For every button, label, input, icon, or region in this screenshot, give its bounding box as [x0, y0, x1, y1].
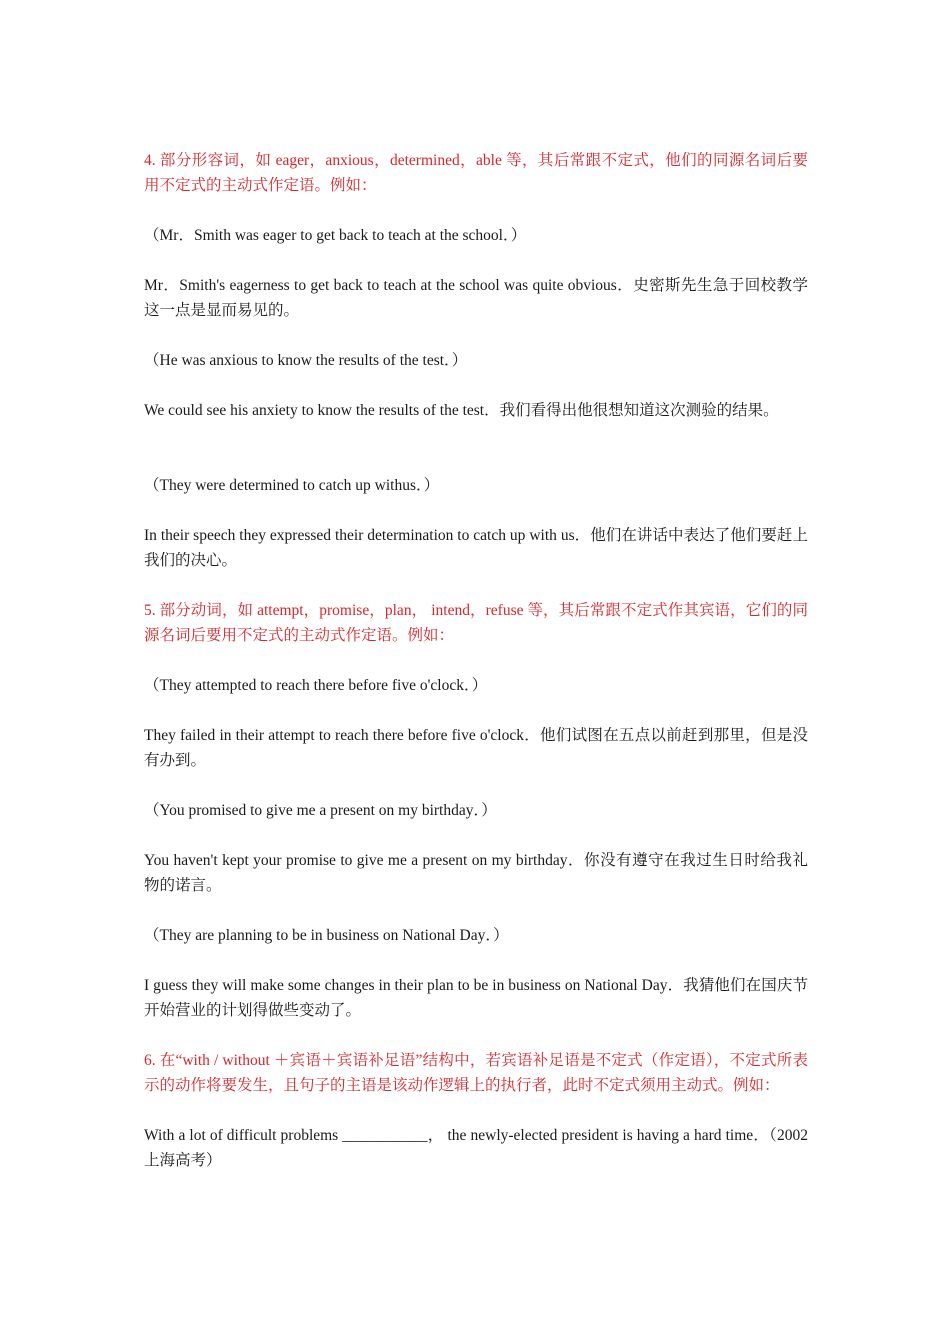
rule-6-heading: 6. 在“with / without ＋宾语＋宾语补足语”结构中，若宾语补足语是不定式（作定语），不定式所表示的动作将要发生，且句子的主语是该动作逻辑上的执行者，此时不定式须用主动式。例如：	[144, 1052, 808, 1094]
example-sentence: In their speech they expressed their determination to catch up with us．他们在讲话中表达了他们要赶上我们的决心。	[144, 527, 808, 569]
example-sentence: I guess they will make some changes in their plan to be in business on National Day．我猜他们在国庆节开始营业的计划得做些变动了。	[144, 977, 808, 1019]
example-original-sentence: （Mr．Smith was eager to get back to teach at the school．）	[144, 227, 527, 244]
example-original-sentence: （They are planning to be in business on National Day．）	[144, 927, 509, 944]
example-sentence: We could see his anxiety to know the results of the test．我们看得出他很想知道这次测验的结果。	[144, 402, 779, 419]
example-original-sentence: （You promised to give me a present on my birthday．）	[144, 802, 497, 819]
rule-5-heading: 5. 部分动词，如 attempt，promise，plan， intend，refuse 等，其后常跟不定式作其宾语，它们的同源名词后要用不定式的主动式作定语。例如：	[144, 602, 808, 644]
example-sentence: Mr．Smith's eagerness to get back to teach at the school was quite obvious．史密斯先生急于回校教学这一点是显而易见的。	[144, 277, 808, 319]
example-original-sentence: （He was anxious to know the results of the test．）	[144, 352, 468, 369]
rule-4-heading: 4. 部分形容词，如 eager，anxious，determined，able 等，其后常跟不定式，他们的同源名词后要用不定式的主动式作定语。例如：	[144, 152, 808, 194]
example-sentence: You haven't kept your promise to give me a present on my birthday．你没有遵守在我过生日时给我礼物的诺言。	[144, 852, 808, 894]
example-original-sentence: （They attempted to reach there before five o'clock．）	[144, 677, 488, 694]
document-body	[144, 148, 808, 1173]
example-original-sentence: （They were determined to catch up withus．）	[144, 477, 440, 494]
example-sentence: They failed in their attempt to reach there before five o'clock．他们试图在五点以前赶到那里，但是没有办到。	[144, 727, 808, 769]
exam-question: With a lot of difficult problems ___________， the newly-elected president is having a hard time．（2002 上海高考）	[144, 1127, 808, 1169]
